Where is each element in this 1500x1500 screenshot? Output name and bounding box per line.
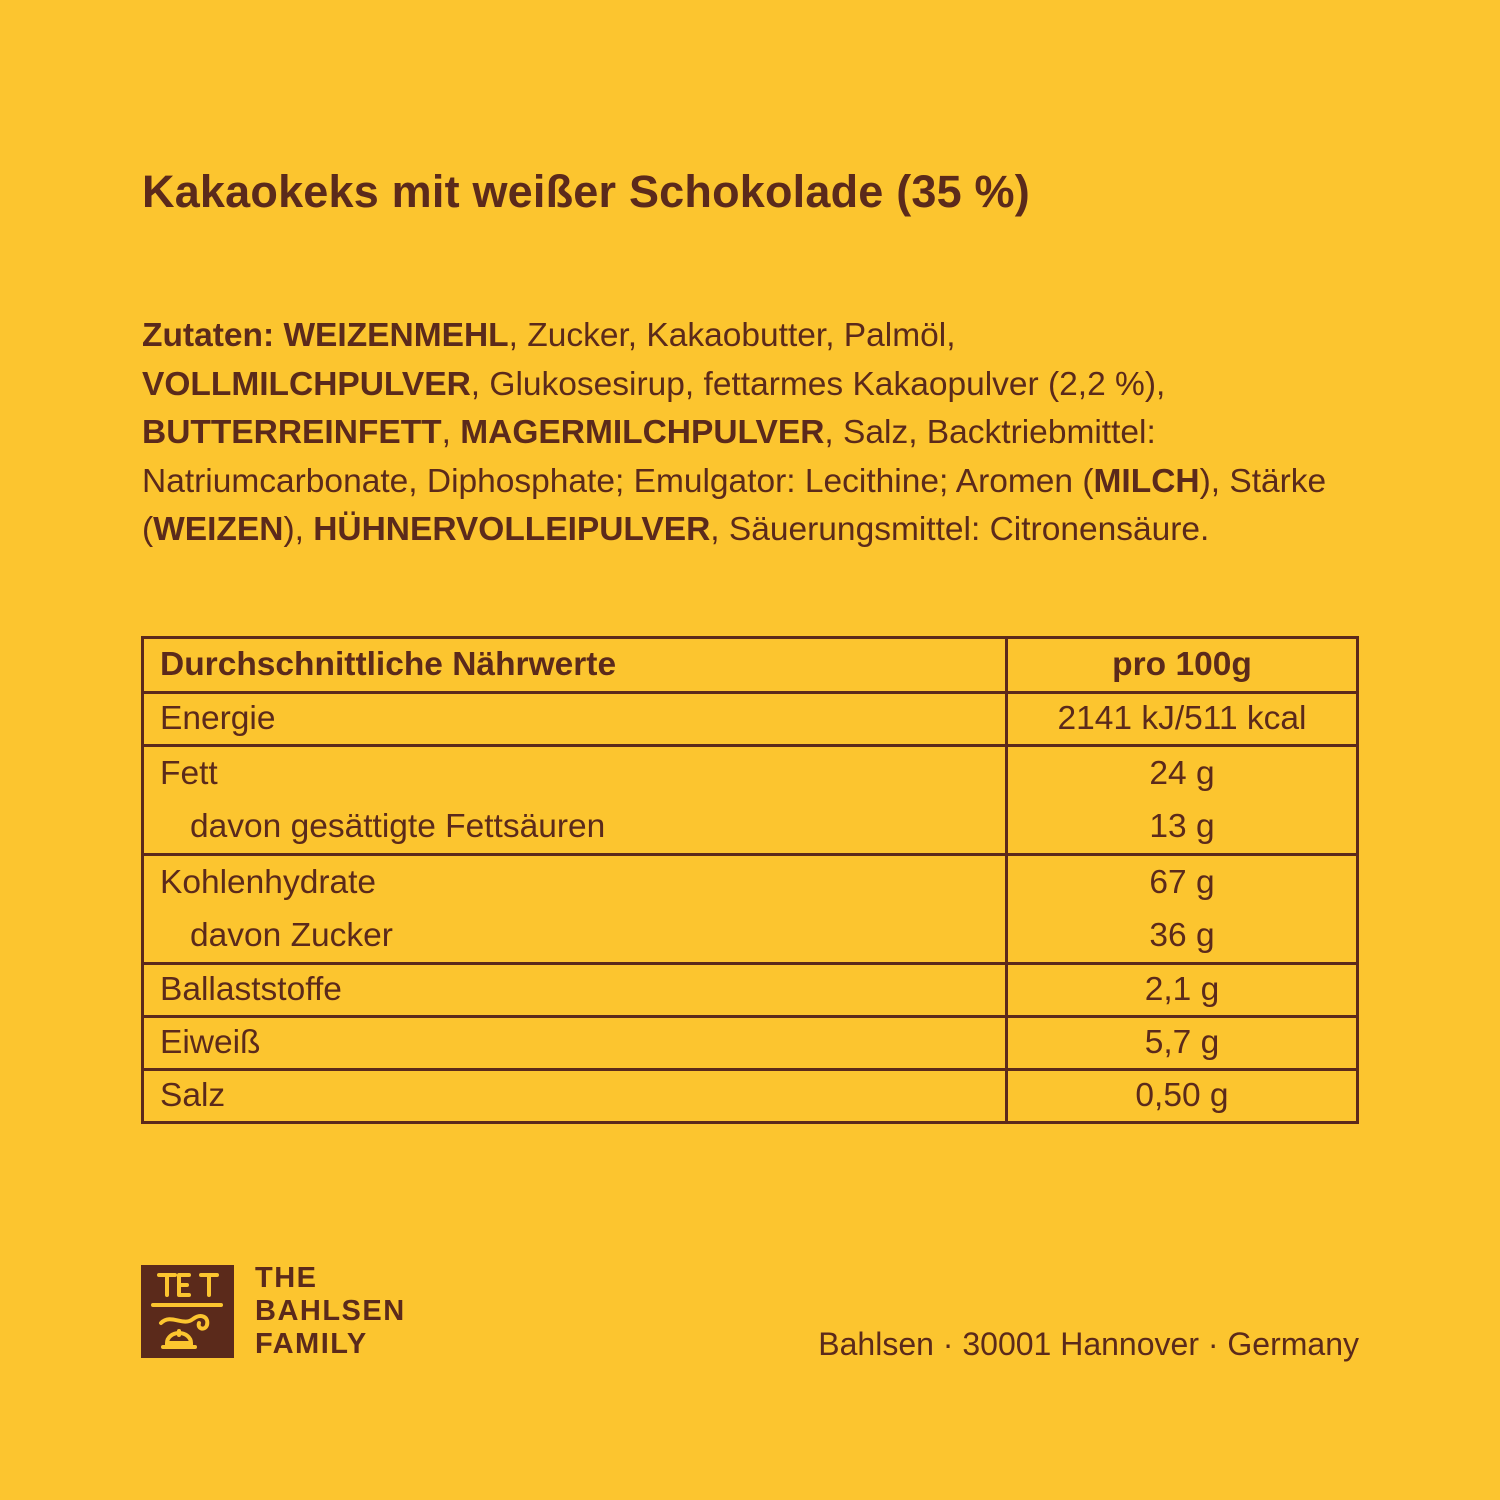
allergen-text: WEIZEN — [153, 511, 284, 548]
brand-line: BAHLSEN — [255, 1295, 406, 1327]
allergen-text: WEIZENMEHL — [283, 317, 509, 354]
nutrient-value: 24 g — [1149, 755, 1215, 792]
nutrient-value-cell — [1007, 746, 1358, 855]
allergen-text: HÜHNERVOLLEIPULVER — [313, 511, 711, 548]
table-row — [143, 855, 1358, 964]
nutrient-label: Energie — [143, 693, 1007, 746]
brand-name — [255, 1262, 406, 1361]
allergen-text: MAGERMILCHPULVER — [460, 414, 825, 451]
table-row — [143, 1070, 1358, 1123]
nutrient-label: Kohlenhydrate — [160, 864, 377, 901]
table-row — [143, 1017, 1358, 1070]
table-row — [143, 693, 1358, 746]
nutrient-sub-label: davon Zucker — [190, 917, 393, 954]
bahlsen-logo-icon — [141, 1265, 234, 1358]
ingredient-text: , Zucker, Kakaobutter, Palmöl, — [508, 317, 956, 354]
allergen-text: MILCH — [1093, 462, 1200, 500]
allergen-text: VOLLMILCHPULVER — [142, 365, 471, 403]
ingredient-text: ), Stärke ( — [142, 462, 1327, 548]
table-row — [143, 746, 1358, 855]
nutrient-sub-value: 13 g — [1149, 808, 1215, 845]
nutrient-sub-value: 36 g — [1149, 917, 1215, 954]
nutrient-value: 2,1 g — [1007, 964, 1358, 1017]
brand-line: THE — [255, 1262, 318, 1294]
nutrition-header-value: pro 100g — [1007, 638, 1358, 693]
ingredient-text: , Salz, Backtriebmittel: Natriumcarbonate, Diphosphate; Emulgator: Lecithine; Aromen ( — [142, 414, 1156, 500]
nutrient-value: 67 g — [1149, 864, 1215, 901]
table-header-row — [143, 638, 1358, 693]
nutrient-sub-label: davon gesättigte Fettsäuren — [190, 808, 606, 845]
allergen-text: BUTTERREINFETT — [142, 414, 442, 451]
nutrient-value: 0,50 g — [1007, 1070, 1358, 1123]
nutrient-label: Salz — [143, 1070, 1007, 1123]
nutrient-label: Fett — [160, 755, 218, 792]
ingredient-text: , Glukosesirup, fettarmes Kakaopulver (2,2 %), — [470, 365, 1166, 403]
nutrient-value-cell — [1007, 855, 1358, 964]
ingredient-text: , Säuerungsmittel: Citronensäure. — [710, 511, 1210, 548]
ingredients-text — [142, 312, 1372, 555]
nutrient-value: 5,7 g — [1007, 1017, 1358, 1070]
ingredient-text: ), — [283, 511, 314, 548]
nutrient-label-cell — [143, 746, 1007, 855]
product-title: Kakaokeks mit weißer Schokolade (35 %) — [142, 166, 1030, 217]
ingredients-label: Zutaten: — [142, 317, 284, 354]
ingredient-text: , — [441, 414, 461, 451]
nutrient-label: Eiweiß — [143, 1017, 1007, 1070]
nutrition-header-label: Durchschnittliche Nährwerte — [143, 638, 1007, 693]
brand-line: FAMILY — [255, 1328, 368, 1360]
nutrition-table — [141, 636, 1359, 1124]
nutrient-label-cell — [143, 855, 1007, 964]
table-row — [143, 964, 1358, 1017]
company-address: Bahlsen · 30001 Hannover · Germany — [818, 1326, 1359, 1362]
nutrient-label: Ballaststoffe — [143, 964, 1007, 1017]
nutrient-value: 2141 kJ/511 kcal — [1007, 693, 1358, 746]
